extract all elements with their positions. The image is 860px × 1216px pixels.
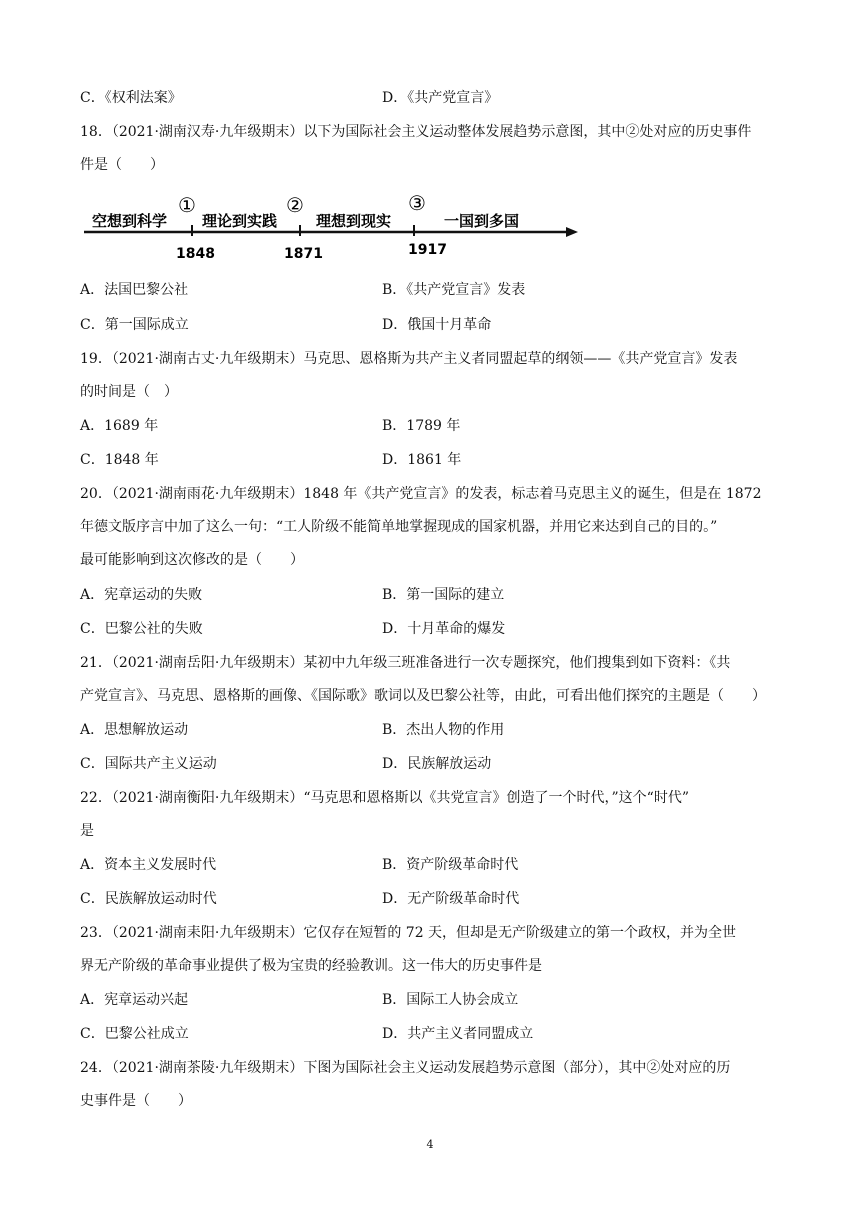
q20-stem-line1: 20．（2021·湖南雨花·九年级期末）1848 年《共产党宣言》的发表，标志着马克思主义的诞生，但是在 1872: [80, 486, 762, 502]
q18-option-b[interactable]: B．《共产党宣言》发表: [382, 282, 526, 298]
timeline-segment-1: 空想到科学: [92, 212, 168, 230]
timeline-year-2: 1871: [284, 246, 323, 262]
page-number: 4: [426, 1138, 434, 1151]
q24-stem-line1: 24．（2021·湖南茶陵·九年级期末）下图为国际社会主义运动发展趋势示意图（部分），其中②处对应的历: [80, 1060, 731, 1076]
q19-option-a[interactable]: A．1689 年: [80, 418, 159, 434]
q19-stem-line1: 19．（2021·湖南古丈·九年级期末）马克思、恩格斯为共产主义者同盟起草的纲领——《共产党宣言》发表: [80, 351, 738, 367]
q22-option-a[interactable]: A．资本主义发展时代: [80, 857, 217, 873]
timeline-segment-3: 理想到现实: [316, 212, 392, 230]
q20-option-a[interactable]: A．宪章运动的失败: [80, 587, 203, 603]
timeline-year-3: 1917: [408, 242, 447, 258]
timeline-arrow: [566, 227, 578, 237]
q23-stem-line1: 23．（2021·湖南耒阳·九年级期末）它仅存在短暂的 72 天，但却是无产阶级建立的第一个政权，并为全世: [80, 925, 737, 941]
q20-stem-line2: 年德文版序言中加了这么一句：“工人阶级不能简单地掌握现成的国家机器，并用它来达到自己的目的。”: [80, 519, 718, 535]
q23-stem-line2: 界无产阶级的革命事业提供了极为宝贵的经验教训。这一伟大的历史事件是: [80, 958, 542, 974]
q23-option-a[interactable]: A．宪章运动兴起: [80, 992, 189, 1008]
q24-stem-line2: 史事件是（ ）: [80, 1093, 192, 1109]
q21-option-c[interactable]: C．国际共产主义运动: [80, 756, 217, 772]
q22-option-d[interactable]: D．无产阶级革命时代: [382, 891, 520, 907]
q17-option-c[interactable]: C．《权利法案》: [80, 90, 182, 106]
q17-option-d[interactable]: D．《共产党宣言》: [382, 90, 499, 106]
q20-option-b[interactable]: B．第一国际的建立: [382, 587, 505, 603]
q20-option-c[interactable]: C．巴黎公社的失败: [80, 621, 203, 637]
q22-option-c[interactable]: C．民族解放运动时代: [80, 891, 217, 907]
timeline-marker-1: ①: [178, 193, 196, 217]
q21-stem-line1: 21．（2021·湖南岳阳·九年级期末）某初中九年级三班准备进行一次专题探究，他们搜集到如下资料：《共: [80, 655, 731, 671]
q22-stem-line1: 22．（2021·湖南衡阳·九年级期末）“马克思和恩格斯以《共党宣言》创造了一个时代，”这个“时代”: [80, 790, 689, 806]
q21-option-b[interactable]: B．杰出人物的作用: [382, 722, 505, 738]
timeline-year-1: 1848: [176, 246, 215, 262]
q20-stem-line3: 最可能影响到这次修改的是（ ）: [80, 552, 304, 568]
q21-option-d[interactable]: D．民族解放运动: [382, 756, 492, 772]
q22-option-b[interactable]: B．资产阶级革命时代: [382, 857, 519, 873]
timeline-segment-4: 一国到多国: [444, 212, 520, 230]
q22-stem-line2: 是: [80, 823, 94, 839]
q18-option-d[interactable]: D．俄国十月革命: [382, 317, 492, 333]
q18-option-c[interactable]: C．第一国际成立: [80, 317, 189, 333]
q23-option-c[interactable]: C．巴黎公社成立: [80, 1026, 189, 1042]
timeline-marker-2: ②: [286, 193, 304, 217]
q19-option-c[interactable]: C．1848 年: [80, 452, 159, 468]
q18-timeline-diagram: [80, 192, 580, 264]
q20-option-d[interactable]: D．十月革命的爆发: [382, 621, 506, 637]
q23-option-b[interactable]: B．国际工人协会成立: [382, 992, 519, 1008]
q19-option-b[interactable]: B．1789 年: [382, 418, 461, 434]
timeline-marker-3: ③: [408, 192, 426, 215]
timeline-segment-2: 理论到实践: [202, 212, 278, 230]
q18-stem-line2: 件是（ ）: [80, 157, 164, 173]
q19-option-d[interactable]: D．1861 年: [382, 452, 462, 468]
q18-option-a[interactable]: A．法国巴黎公社: [80, 282, 189, 298]
q21-stem-line2: 产党宣言》、马克思、恩格斯的画像、《国际歌》歌词以及巴黎公社等，由此，可看出他们探究的主题是（ ）: [80, 688, 766, 704]
q19-stem-line2: 的时间是（ ）: [80, 384, 178, 400]
q18-stem-line1: 18．（2021·湖南汉寿·九年级期末）以下为国际社会主义运动整体发展趋势示意图，其中②处对应的历史事件: [80, 124, 752, 140]
q21-option-a[interactable]: A．思想解放运动: [80, 722, 189, 738]
q23-option-d[interactable]: D．共产主义者同盟成立: [382, 1026, 534, 1042]
